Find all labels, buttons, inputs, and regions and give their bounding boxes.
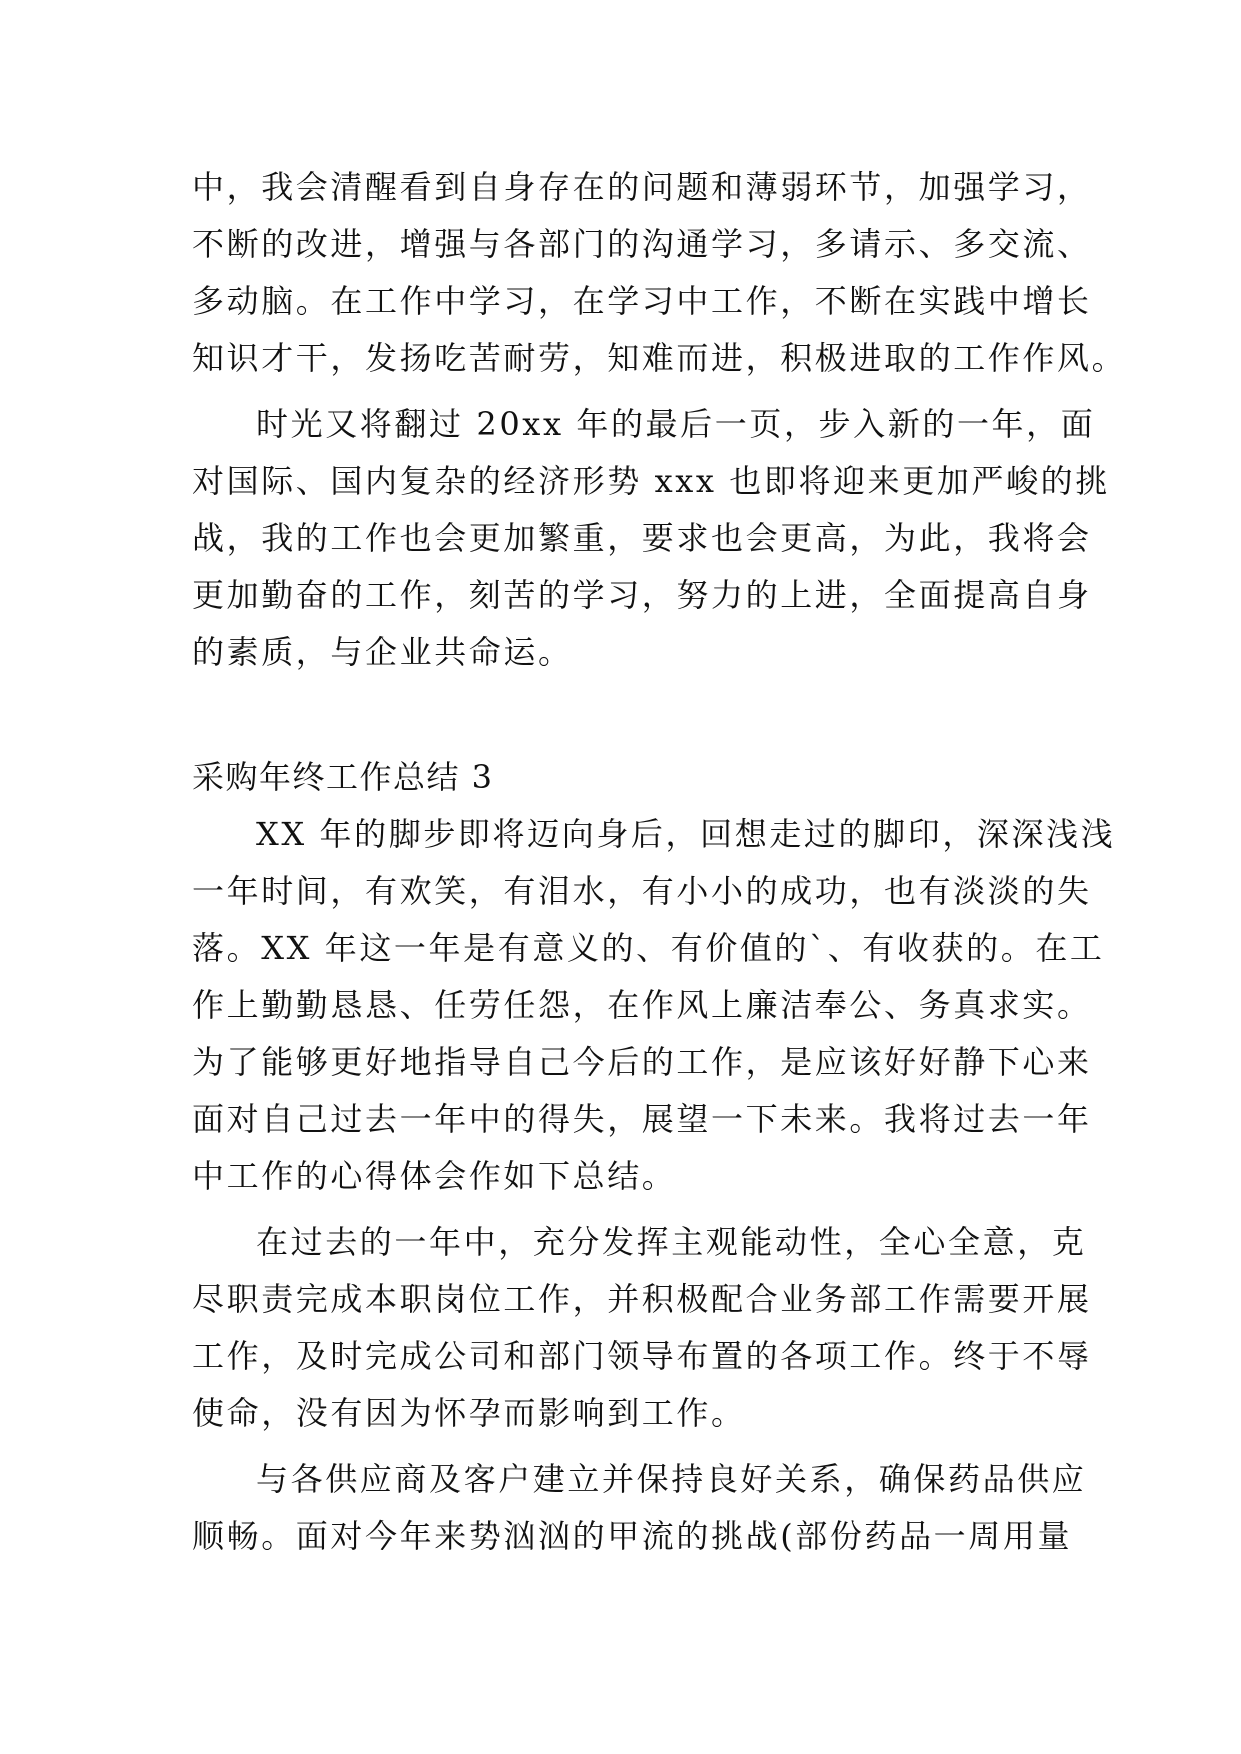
text-line: 中工作的心得体会作如下总结。: [192, 1157, 677, 1195]
text-line: 战，我的工作也会更加繁重，要求也会更高，为此，我将会: [192, 519, 1092, 557]
text-line: 顺畅。面对今年来势汹汹的甲流的挑战(部份药品一周用量: [192, 1517, 1073, 1555]
text-line: 多动脑。在工作中学习，在学习中工作，不断在实践中增长: [192, 282, 1092, 320]
text-line: 的素质，与企业共命运。: [192, 633, 573, 671]
text-line: XX 年的脚步即将迈向身后，回想走过的脚印，深深浅浅: [256, 815, 1116, 853]
text-line: 与各供应商及客户建立并保持良好关系，确保药品供应: [256, 1460, 1087, 1498]
text-line: 使命，没有因为怀孕而影响到工作。: [192, 1394, 746, 1432]
text-line: 为了能够更好地指导自己今后的工作，是应该好好静下心来: [192, 1043, 1092, 1081]
text-line: 面对自己过去一年中的得失，展望一下未来。我将过去一年: [192, 1100, 1092, 1138]
text-line: 中，我会清醒看到自身存在的问题和薄弱环节，加强学习，: [192, 168, 1092, 206]
text-line: 工作，及时完成公司和部门领导布置的各项工作。终于不辱: [192, 1337, 1092, 1375]
text-line: 不断的改进，增强与各部门的沟通学习，多请示、多交流、: [192, 225, 1092, 263]
text-line: 作上勤勤恳恳、任劳任怨，在作风上廉洁奉公、务真求实。: [192, 986, 1092, 1024]
text-line: 对国际、国内复杂的经济形势 xxx 也即将迎来更加严峻的挑: [192, 462, 1110, 500]
text-line: 落。XX 年这一年是有意义的、有价值的`、有收获的。在工: [192, 929, 1105, 967]
text-line: 尽职责完成本职岗位工作，并积极配合业务部工作需要开展: [192, 1280, 1092, 1318]
section-title: 采购年终工作总结 3: [192, 758, 494, 796]
text-line: 在过去的一年中，充分发挥主观能动性，全心全意，克: [256, 1223, 1087, 1261]
text-line: 时光又将翻过 20xx 年的最后一页，步入新的一年，面: [256, 405, 1096, 443]
text-line: 更加勤奋的工作，刻苦的学习，努力的上进，全面提高自身: [192, 576, 1092, 614]
text-line: 一年时间，有欢笑，有泪水，有小小的成功，也有淡淡的失: [192, 872, 1092, 910]
text-line: 知识才干，发扬吃苦耐劳，知难而进，积极进取的工作作风。: [192, 339, 1127, 377]
